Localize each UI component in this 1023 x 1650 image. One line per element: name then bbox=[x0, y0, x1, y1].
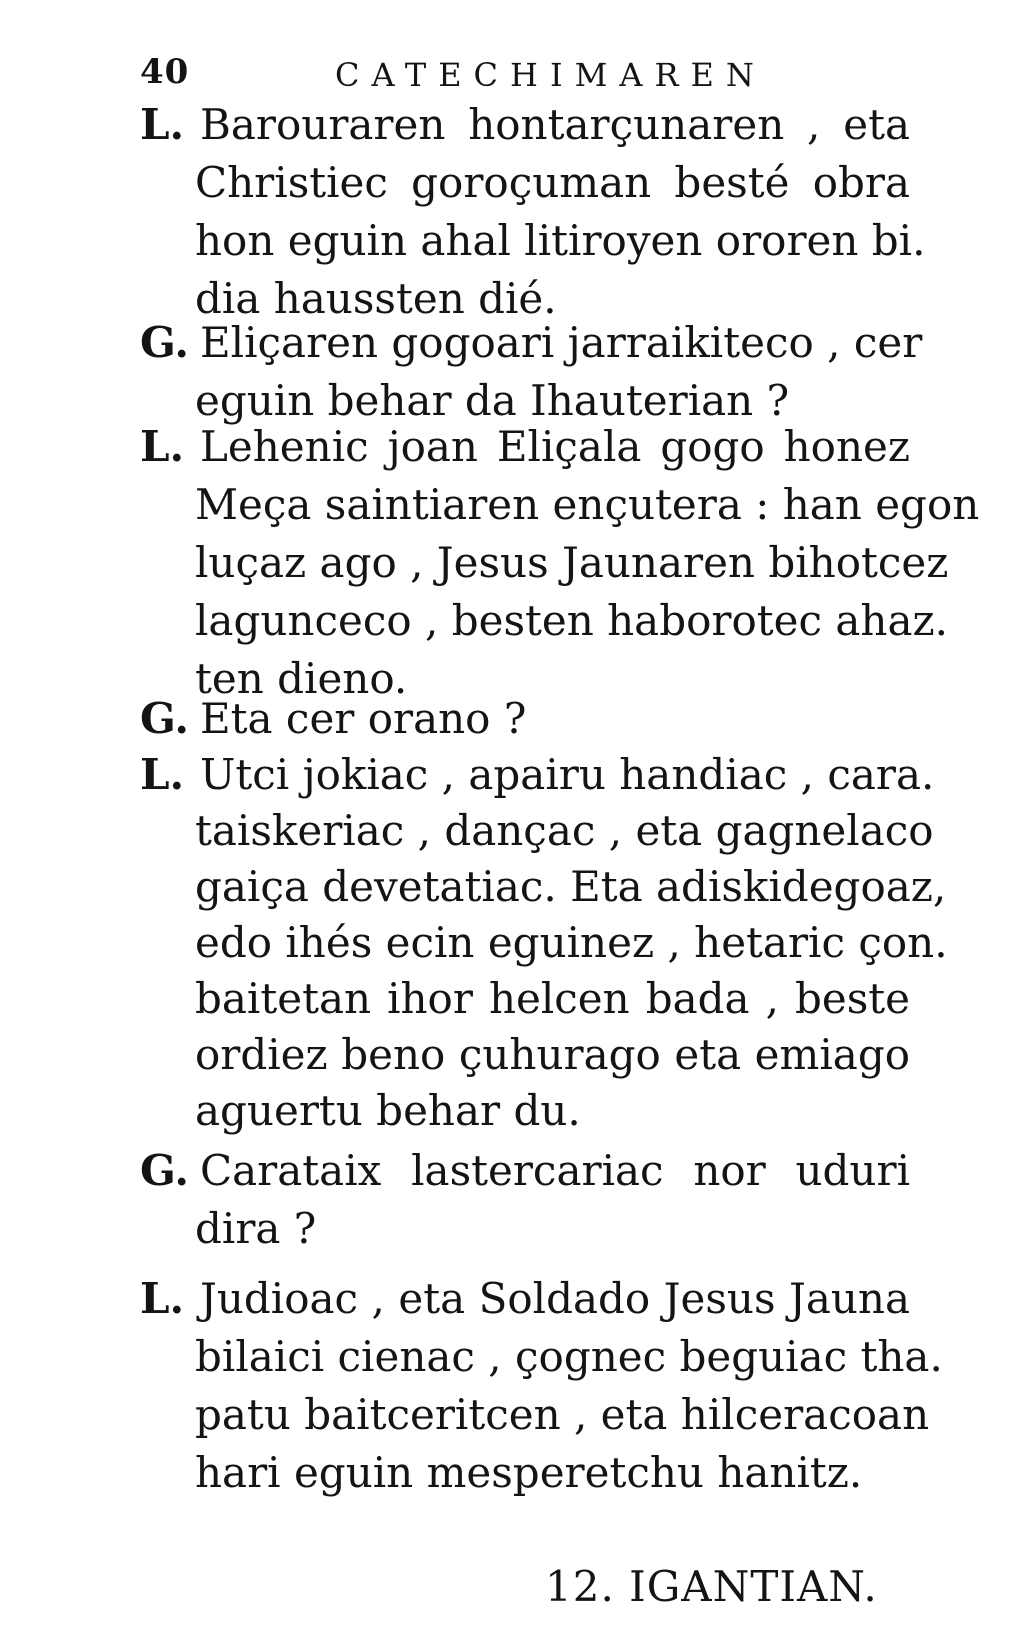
speaker-label: G. bbox=[140, 694, 189, 743]
text-line: dia haussten dié. bbox=[195, 274, 557, 323]
text-line: luçaz ago , Jesus Jaunaren bihotcez bbox=[195, 538, 949, 587]
speaker-label: L. bbox=[140, 1274, 185, 1323]
text-line: ordiez beno çuhurago eta emiago bbox=[195, 1030, 910, 1079]
text-line: Utci jokiac , apairu handiac , cara. bbox=[200, 750, 935, 799]
running-head: CATECHIMAREN bbox=[335, 56, 766, 94]
speaker-label: G. bbox=[140, 318, 189, 367]
text-line: bilaici cienac , çognec beguiac tha. bbox=[195, 1332, 943, 1381]
speaker-label: L. bbox=[140, 100, 185, 149]
catchword: 12. IGANTIAN. bbox=[545, 1562, 878, 1611]
text-line: baitetan ihor helcen bada , beste bbox=[195, 974, 910, 1023]
text-line: patu baitceritcen , eta hilceracoan bbox=[195, 1390, 930, 1439]
catechism-answer bbox=[140, 96, 926, 328]
catechism-question bbox=[140, 314, 923, 430]
speaker-label: G. bbox=[140, 1146, 189, 1195]
text-line: Lehenic joan Eliçala gogo honez bbox=[200, 422, 910, 471]
page-number: 40 bbox=[140, 52, 190, 92]
text-line: Barouraren hontarçunaren , eta bbox=[200, 100, 910, 149]
text-line: lagunceco , besten haborotec ahaz. bbox=[195, 596, 948, 645]
speaker-label: L. bbox=[140, 422, 185, 471]
text-line: eguin behar da Ihauterian ? bbox=[195, 376, 790, 425]
text-line: Judioac , eta Soldado Jesus Jauna bbox=[200, 1274, 910, 1323]
text-line: taiskeriac , dançac , eta gagnelaco bbox=[195, 806, 934, 855]
catechism-answer bbox=[140, 1270, 943, 1502]
text-line: Meça saintiaren ençutera : han egon bbox=[195, 480, 980, 529]
text-line: aguertu behar du. bbox=[195, 1086, 581, 1135]
speaker-label: L. bbox=[140, 750, 185, 799]
catechism-question bbox=[140, 1142, 910, 1258]
catechism-answer bbox=[140, 746, 948, 1152]
text-line: hon eguin ahal litiroyen ororen bi. bbox=[195, 216, 926, 265]
page-header bbox=[140, 52, 900, 96]
text-line: edo ihés ecin eguinez , hetaric çon. bbox=[195, 918, 948, 967]
text-line: gaiça devetatiac. Eta adiskidegoaz, bbox=[195, 862, 947, 911]
catechism-answer bbox=[140, 418, 980, 708]
text-line: ten dieno. bbox=[195, 654, 408, 703]
text-line: Eliçaren gogoari jarraikiteco , cer bbox=[200, 318, 923, 367]
text-line: Carataix lastercariac nor uduri bbox=[200, 1146, 910, 1195]
text-line: dira ? bbox=[195, 1204, 317, 1253]
text-line: Christiec goroçuman besté obra bbox=[195, 158, 910, 207]
catechism-question bbox=[140, 690, 910, 748]
text-line: hari eguin mesperetchu hanitz. bbox=[195, 1448, 863, 1497]
text-line: Eta cer orano ? bbox=[200, 694, 527, 743]
